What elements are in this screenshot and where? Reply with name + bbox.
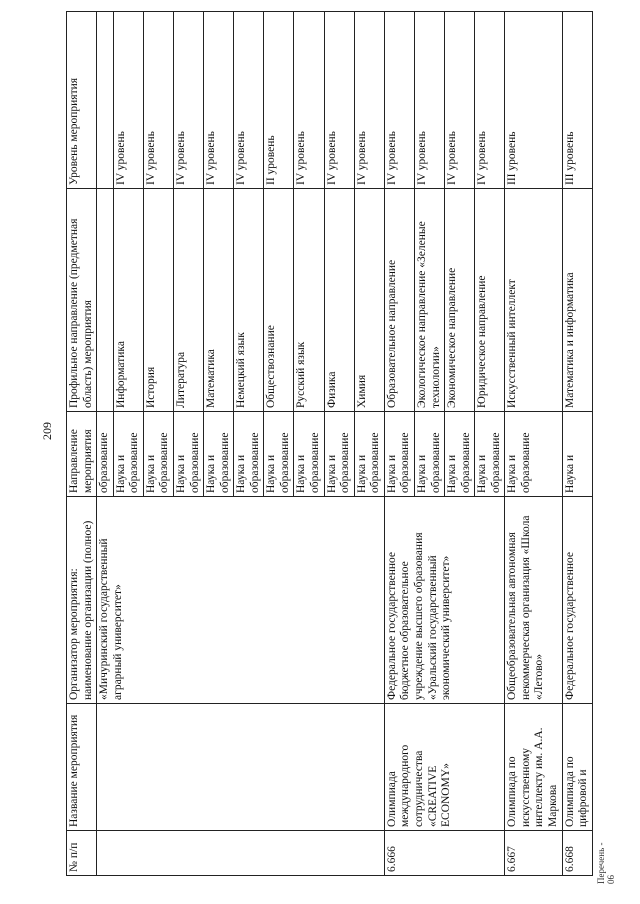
- cell-num: [97, 831, 385, 876]
- cell-direction: Наука и образование: [173, 412, 203, 497]
- header-level: Уровень мероприятия: [67, 12, 97, 189]
- cell-org: Федеральное государственное: [562, 497, 592, 704]
- cell-level: IV уровень: [384, 12, 414, 189]
- table-row: [505, 12, 562, 876]
- cell-org: «Мичуринский государственный аграрный университет»: [97, 497, 385, 704]
- table-row: [562, 12, 592, 876]
- cell-num: 6.668: [562, 831, 592, 876]
- cell-profile: Информатика: [113, 189, 143, 412]
- cell-profile: Немецкий язык: [234, 189, 264, 412]
- cell-level: IV уровень: [173, 12, 203, 189]
- events-table-wrapper: [66, 36, 590, 876]
- cell-direction: Наука и образование: [505, 412, 562, 497]
- cell-direction: Наука и образование: [113, 412, 143, 497]
- cell-name: [97, 704, 385, 831]
- cell-profile: Математика: [204, 189, 234, 412]
- cell-direction: Наука и образование: [264, 412, 294, 497]
- cell-level: III уровень: [562, 12, 592, 189]
- cell-level: IV уровень: [204, 12, 234, 189]
- cell-profile: Экологическое направление «Зеленые технологии»: [414, 189, 444, 412]
- cell-level: IV уровень: [354, 12, 384, 189]
- cell-profile: Химия: [354, 189, 384, 412]
- header-num: № п/п: [67, 831, 97, 876]
- cell-level: IV уровень: [294, 12, 324, 189]
- cell-level: IV уровень: [445, 12, 475, 189]
- cell-name: Олимпиада по искусственному интеллекту им. А.А. Маркова: [505, 704, 562, 831]
- cell-direction: Наука и образование: [234, 412, 264, 497]
- cell-direction: Наука и образование: [414, 412, 444, 497]
- cell-direction: Наука и образование: [354, 412, 384, 497]
- cell-profile: Литература: [173, 189, 203, 412]
- cell-profile: Русский язык: [294, 189, 324, 412]
- cell-direction: Наука и образование: [324, 412, 354, 497]
- table-row: [384, 12, 414, 876]
- cell-profile: Обществознание: [264, 189, 294, 412]
- header-profile: Профильное направление (предметная область) мероприятия: [67, 189, 97, 412]
- cell-level: IV уровень: [143, 12, 173, 189]
- cell-direction: Наука и образование: [475, 412, 505, 497]
- cell-profile: История: [143, 189, 173, 412]
- table-header-row: [67, 12, 97, 876]
- cell-direction: Наука и: [562, 412, 592, 497]
- cell-num: 6.667: [505, 831, 562, 876]
- events-table: [66, 11, 593, 876]
- cell-profile: Юридическое направление: [475, 189, 505, 412]
- cell-direction: образование: [97, 412, 114, 497]
- cell-name: Олимпиада международного сотрудничества «CREATIVE ECONOMY»: [384, 704, 505, 831]
- cell-level: IV уровень: [324, 12, 354, 189]
- cell-name: Олимпиада по цифровой и: [562, 704, 592, 831]
- cell-direction: Наука и образование: [143, 412, 173, 497]
- cell-profile: Математика и информатика: [562, 189, 592, 412]
- cell-profile: [97, 189, 114, 412]
- cell-profile: Образовательное направление: [384, 189, 414, 412]
- cell-level: IV уровень: [414, 12, 444, 189]
- cell-level: II уровень: [264, 12, 294, 189]
- cell-direction: Наука и образование: [204, 412, 234, 497]
- cell-org: Общеобразовательная автономная некоммерческая организация «Школа «Летово»: [505, 497, 562, 704]
- cell-profile: Экономическое направление: [445, 189, 475, 412]
- cell-direction: Наука и образование: [445, 412, 475, 497]
- cell-level: III уровень: [505, 12, 562, 189]
- footer-note: Перечень - 06: [596, 842, 616, 884]
- cell-level: IV уровень: [475, 12, 505, 189]
- table-row: [97, 12, 114, 876]
- cell-level: [97, 12, 114, 189]
- cell-org: Федеральное государственное бюджетное образовательное учреждение высшего образования «Уральский государственный экономический университет»: [384, 497, 505, 704]
- cell-profile: Физика: [324, 189, 354, 412]
- header-name: Название мероприятия: [67, 704, 97, 831]
- header-org: Организатор мероприятия: наименование организации (полное): [67, 497, 97, 704]
- cell-direction: Наука и образование: [384, 412, 414, 497]
- header-direction: Направление мероприятия: [67, 412, 97, 497]
- cell-level: IV уровень: [113, 12, 143, 189]
- cell-direction: Наука и образование: [294, 412, 324, 497]
- cell-level: IV уровень: [234, 12, 264, 189]
- page-number: 209: [40, 422, 54, 440]
- cell-num: 6.666: [384, 831, 505, 876]
- cell-profile: Искусственный интеллект: [505, 189, 562, 412]
